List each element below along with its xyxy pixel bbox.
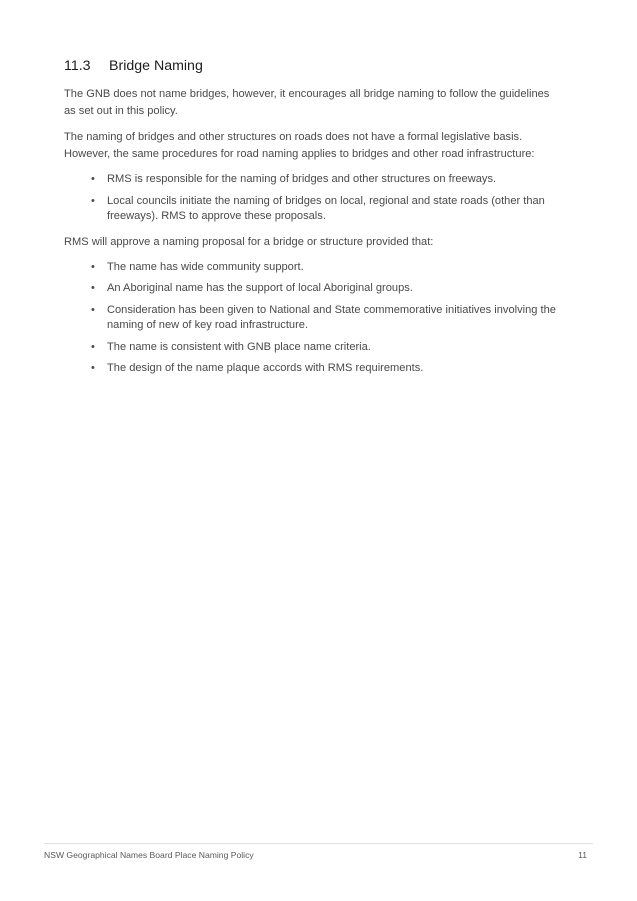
- page-content: [64, 56, 564, 386]
- list-item: [91, 340, 564, 356]
- paragraph-legislative-basis: The naming of bridges and other structures on roads does not have a formal legislative basis. However, the same procedures for road naming applies to bridges and other road infrastructure:: [64, 131, 535, 160]
- section-number: 11.3: [64, 58, 91, 74]
- approval-criteria-list: [64, 260, 564, 377]
- list-item-text: Local councils initiate the naming of bridges on local, regional and state roads (other than freeways). RMS to approve these proposals.: [107, 194, 545, 222]
- page-footer: [44, 850, 587, 860]
- paragraph-approval-intro: RMS will approve a naming proposal for a bridge or structure provided that:: [64, 235, 434, 248]
- list-item-text: RMS is responsible for the naming of bridges and other structures on freeways.: [107, 173, 497, 185]
- list-item: [91, 260, 564, 276]
- footer-document-title: NSW Geographical Names Board Place Naming Policy: [44, 850, 254, 860]
- list-item-text: An Aboriginal name has the support of local Aboriginal groups.: [107, 282, 413, 294]
- bullet-icon: •: [91, 340, 95, 353]
- list-item-text: The name is consistent with GNB place name criteria.: [107, 340, 371, 353]
- list-item-text: Consideration has been given to National and State commemorative initiatives involving the naming of new of key road infrastructure.: [107, 303, 556, 331]
- footer-page-number: 11: [578, 850, 587, 860]
- bullet-icon: •: [91, 173, 95, 185]
- bullet-icon: •: [91, 260, 95, 273]
- section-heading: [64, 56, 564, 76]
- bullet-icon: •: [91, 362, 95, 374]
- bullet-icon: •: [91, 194, 95, 207]
- paragraph-intro: The GNB does not name bridges, however, it encourages all bridge naming to follow the guidelines as set out in this policy.: [64, 88, 550, 117]
- list-item-text: The design of the name plaque accords with RMS requirements.: [107, 362, 424, 374]
- list-item: [91, 361, 564, 377]
- bullet-icon: •: [91, 303, 95, 316]
- responsibility-list: [64, 172, 564, 225]
- list-item: [91, 303, 564, 334]
- list-item: [91, 172, 564, 188]
- footer-divider: [44, 843, 593, 844]
- section-title: Bridge Naming: [109, 58, 203, 74]
- bullet-icon: •: [91, 282, 95, 294]
- list-item: [91, 281, 564, 297]
- list-item-text: The name has wide community support.: [107, 260, 304, 273]
- list-item: [91, 194, 564, 225]
